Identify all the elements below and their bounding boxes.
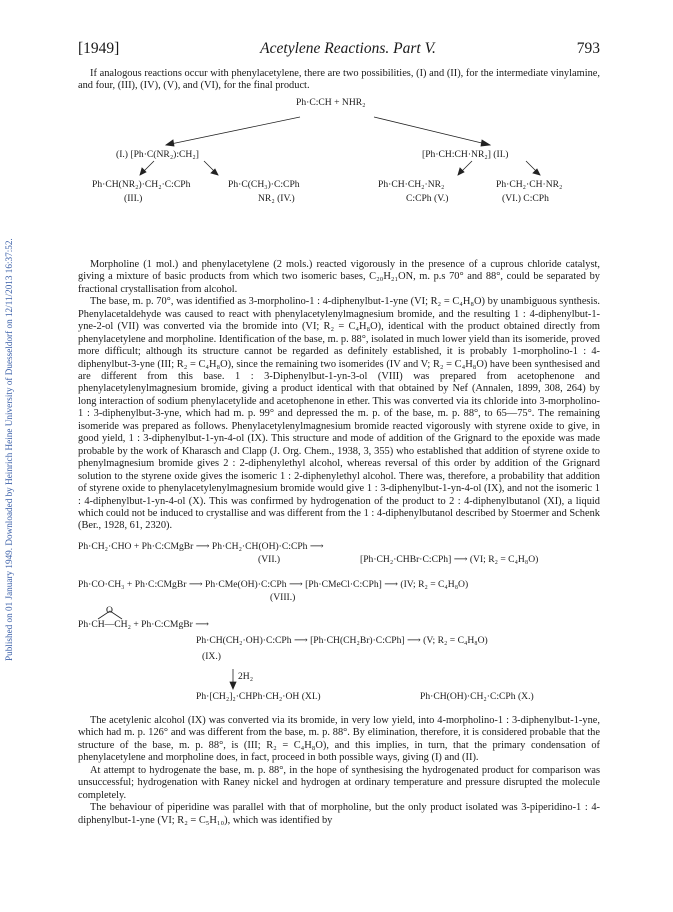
product-vi: Ph·CH₂·CH·NR₂ [496, 178, 563, 190]
epoxide-oxygen: O [106, 604, 113, 616]
scheme2-route-3-products: Ph·CH(CH₂·OH)·C:CPh ⟶ [Ph·CH(CH₂Br)·C:CPh] ⟶ (V; R₂ = C₄H₈O) [196, 634, 488, 646]
reaction-scheme-2 [78, 539, 600, 709]
reaction-scheme-1 [78, 95, 600, 255]
label-iii: (III.) [124, 192, 143, 204]
hydrogenation-label: 2H₂ [238, 670, 254, 682]
running-header [78, 40, 600, 60]
header-title: Acetylene Reactions. Part V. [260, 40, 436, 57]
header-year: [1949] [78, 40, 120, 57]
scheme2-route-3: Ph·CH—CH₂ + Ph·C:CMgBr ⟶ [78, 618, 209, 630]
paragraph: The behaviour of piperidine was parallel with that of morpholine, but the only product isolated was 3-piperidino-1 : 4-diphenylbut-1-yne (VI; R₂ = C₅H₁₀), which was identified by [78, 802, 600, 826]
body-text-2 [78, 715, 600, 827]
label-ix: (IX.) [202, 650, 221, 662]
scheme2-route-1-end: [Ph·CH₂·CHBr·C:CPh] ⟶ (VI; R₂ = C₄H₈O) [360, 553, 539, 565]
paragraph: The acetylenic alcohol (IX) was converted via its bromide, in very low yield, into 4-morpholino-1 : 3-diphenylbut-1-yne, which had m. p. 126° and was different from the base, m. p. 88°. By elimination, therefore, it is considered probable that the structure of the base, m. p. 88°, is (III; R₂ = C₄H₈O), and this implies, in turn, that the primary condensation of phenylacetylene and morpholine does, in fact, proceed in both possible ways, giving (I) and (II). [78, 714, 600, 764]
product-x: Ph·CH(OH)·CH₂·C:CPh (X.) [420, 690, 534, 702]
product-xi: Ph·[CH₂]₂·CHPh·CH₂·OH (XI.) [196, 690, 321, 702]
intermediate-ii: [Ph·CH:CH·NR₂] (II.) [422, 148, 509, 160]
label-vi: (VI.) C:CPh [502, 192, 549, 204]
body-text-1 [78, 259, 600, 533]
scheme2-route-1: Ph·CH₂·CHO + Ph·C:CMgBr ⟶ Ph·CH₂·CH(OH)·C:CPh ⟶ [78, 540, 324, 552]
paragraph: The base, m. p. 70°, was identified as 3-morpholino-1 : 4-diphenylbut-1-yne (VI; R₂ = C₄H₈O) by unambiguous synthesis. Phenylacetaldehyde was caused to react with phenylacetylenylmagnesium bromide, and the resulting 1 : 4-diphenylbut-1-yne-2-ol (VII) was converted via the bromide into (VI; R₂ = C₄H₈O), identical with the product obtained directly from phenylacetylene and morpholine. Identification of the base, m. p. 88°, isolated in much lower yield than its isomeride, proved more difficult; although its structure cannot be regarded as definitely established, it is probably 1-morpholino-1 : 4-diphenylbut-3-yne (III; R₂ = C₄H₈O), since the remaining two isomerides (IV and V; R₂ = C₄H₈O) have been synthesised and are different from this base. 1 : 3-Diphenylbut-1-yn-3-ol (VIII) was prepared from acetophenone and phenylacetylenylmagnesium bromide, giving a product identical with that obtained by Nef (Annalen, 1899, 308, 264) by long interaction of sodium phenylacetylide and acetophenone in ether. This was converted via its chloride into 3-morpholino-1 : 3-diphenylbut-3-yne, which had m. p. 99° and depressed the m. p. of the base, m. p. 88°, to 65—75°. The remaining isomeride was prepared as follows. Phenylacetylenylmagnesium bromide reacted vigorously with styrene oxide to give, in good yield, 1 : 3-diphenylbut-1-yn-4-ol (IX). This structure and mode of addition of the Grignard to the epoxide was made probable by the work of Kharasch and Clapp (J. Org. Chem., 1938, 3, 355) who established that addition of styrene oxide to phenylmagnesium bromide gives 2 : 2-diphenylethyl alcohol, whereas reversal of this order by addition of the Grignard solution to the styrene oxide gives the isomeric 1 : 2-diphenylethyl alcohol. There was, therefore, a probability that addition of styrene oxide to phenylacetylenylmagnesium bromide would give 1 : 3-diphenylbut-1-yn-4-ol (IX), and not the isomeric 1 : 4-diphenylbut-1-yn-4-ol (X). This was confirmed by hydrogenation of the product to 2 : 4-diphenylbutanol (XI), a liquid which could not be induced to crystallise and was different from the 1 : 4-diphenylbutanol described by Stoermer and Schenk (Ber., 1928, 61, 2320). [78, 296, 600, 532]
paragraph: Morpholine (1 mol.) and phenylacetylene (2 mols.) reacted vigorously in the presence of a cuprous chloride catalyst, giving a mixture of basic products from which two isomeric bases, C₂₀H₂₁ON, m. p.s 70° and 88°, could be separated by fractional crystallisation from alcohol. [78, 258, 600, 295]
intermediate-i: (I.) [Ph·C(NR₂):CH₂] [116, 148, 199, 160]
scheme1-reactants: Ph·C:CH + NHR₂ [296, 96, 366, 108]
product-v: Ph·CH·CH₂·NR₂ [378, 178, 445, 190]
journal-page [78, 40, 600, 827]
product-iii: Ph·CH(NR₂)·CH₂·C:CPh [92, 178, 191, 190]
label-vii: (VII.) [258, 553, 281, 565]
paragraph: At attempt to hydrogenate the base, m. p. 88°, in the hope of synthesising the hydrogenated product for comparison was unsuccessful; hydrogenation with Raney nickel and hydrogen at ordinary temperature and pressure disrupted the molecule completely. [78, 764, 600, 801]
scheme1-arrows [78, 95, 600, 255]
label-v: C:CPh (V.) [406, 192, 449, 204]
label-iv: NR₂ (IV.) [258, 192, 295, 204]
label-viii: (VIII.) [270, 591, 296, 603]
download-watermark: Published on 01 January 1949. Downloaded by Heinrich Heine University of Duesseldorf on 12/11/2013 16:37:52. [4, 238, 14, 662]
intro-paragraph: If analogous reactions occur with phenylacetylene, there are two possibilities, (I) and (II), for the intermediate vinylamine, and four, (III), (IV), (V), and (VI), for the final product. [78, 68, 600, 92]
product-iv: Ph·C(CH₃)·C:CPh [228, 178, 300, 190]
header-page-number: 793 [576, 40, 600, 57]
scheme2-route-2: Ph·CO·CH₃ + Ph·C:CMgBr ⟶ Ph·CMe(OH)·C:CPh ⟶ [Ph·CMeCl·C:CPh] ⟶ (IV; R₂ = C₄H₈O) [78, 578, 469, 590]
